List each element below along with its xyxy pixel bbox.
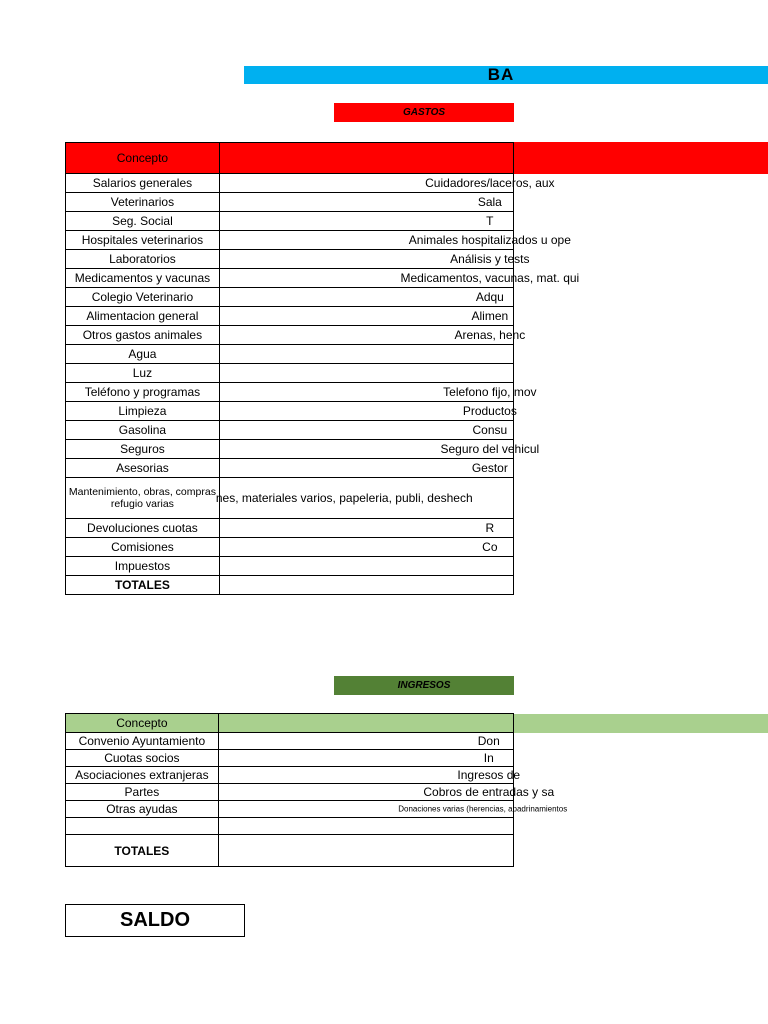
- ingresos-header-concepto: Concepto: [66, 714, 219, 733]
- descripcion-cell: [218, 733, 513, 750]
- table-row: [66, 459, 514, 478]
- descripcion-text: Alimen: [471, 309, 509, 323]
- concepto-cell: Limpieza: [66, 402, 220, 421]
- table-row: [66, 818, 514, 835]
- descripcion-cell: [218, 784, 555, 801]
- table-row: [66, 288, 514, 307]
- concepto-cell: Asesorias: [66, 459, 220, 478]
- gastos-header-row: [66, 143, 514, 174]
- descripcion-text: Co: [482, 540, 498, 554]
- concepto-cell: Salarios generales: [66, 174, 220, 193]
- table-row: [66, 193, 514, 212]
- descripcion-cell: [219, 174, 555, 193]
- concepto-cell: Seg. Social: [66, 212, 220, 231]
- descripcion-cell: [215, 478, 513, 519]
- table-row: [66, 231, 514, 250]
- descripcion-text: Consu: [472, 423, 508, 437]
- ingresos-header-descripcion: [218, 714, 513, 733]
- table-row: [66, 383, 514, 402]
- table-row: [66, 801, 514, 818]
- table-row: [66, 326, 514, 345]
- concepto-cell: Otras ayudas: [66, 801, 219, 818]
- gastos-totales-value: [219, 576, 513, 595]
- table-row: [66, 174, 514, 193]
- ingresos-totales-label: TOTALES: [66, 835, 219, 867]
- gastos-header-concepto: Concepto: [66, 143, 220, 174]
- ingresos-header-extension: [514, 714, 768, 733]
- table-row: [66, 440, 514, 459]
- gastos-totales-label: TOTALES: [66, 576, 220, 595]
- descripcion-cell: [218, 818, 513, 835]
- descripcion-cell: [219, 440, 540, 459]
- concepto-cell: Gasolina: [66, 421, 220, 440]
- descripcion-text: Animales hospitalizados u ope: [408, 233, 571, 247]
- table-row: [66, 767, 514, 784]
- gastos-table: [65, 142, 580, 595]
- concepto-cell: Luz: [66, 364, 220, 383]
- descripcion-cell: [219, 307, 513, 326]
- descripcion-cell: [219, 421, 513, 440]
- descripcion-text: Productos: [462, 404, 517, 418]
- descripcion-text: Cobros de entradas y sa: [423, 785, 555, 799]
- table-row: [66, 269, 514, 288]
- descripcion-text: Adqu: [475, 290, 504, 304]
- table-row: [66, 402, 514, 421]
- ingresos-banner: INGRESOS: [334, 676, 514, 695]
- ingresos-totales-row: [66, 835, 514, 867]
- table-row: [66, 212, 514, 231]
- concepto-cell: Comisiones: [66, 538, 220, 557]
- table-row: [66, 750, 514, 767]
- descripcion-text: R: [485, 521, 495, 535]
- gastos-banner: GASTOS: [334, 103, 514, 122]
- ingresos-header-row: [66, 714, 514, 733]
- concepto-cell: Cuotas socios: [66, 750, 219, 767]
- ingresos-table: [65, 713, 568, 867]
- table-row: [66, 538, 514, 557]
- descripcion-cell: [219, 288, 513, 307]
- descripcion-text: Sala: [477, 195, 502, 209]
- descripcion-cell: [218, 801, 568, 818]
- descripcion-cell: [218, 750, 513, 767]
- table-row: [66, 364, 514, 383]
- concepto-cell: Partes: [66, 784, 219, 801]
- concepto-cell: Veterinarios: [66, 193, 220, 212]
- descripcion-cell: [219, 557, 513, 576]
- descripcion-cell: [219, 402, 517, 421]
- concepto-cell: Mantenimiento, obras, compras refugio varias: [66, 478, 220, 519]
- descripcion-cell: [219, 231, 571, 250]
- descripcion-text: Telefono fijo, mov: [443, 385, 537, 399]
- descripcion-text: nes, materiales varios, papeleria, publi, deshech: [215, 491, 473, 505]
- table-row: [66, 519, 514, 538]
- concepto-cell: Agua: [66, 345, 220, 364]
- concepto-cell: [66, 818, 219, 835]
- concepto-cell: Seguros: [66, 440, 220, 459]
- table-row: [66, 345, 514, 364]
- table-row: [66, 250, 514, 269]
- descripcion-text: Gestor: [471, 461, 508, 475]
- concepto-cell: Colegio Veterinario: [66, 288, 220, 307]
- table-row: [66, 784, 514, 801]
- table-row: [66, 478, 514, 519]
- concepto-cell: Otros gastos animales: [66, 326, 220, 345]
- descripcion-text: In: [483, 751, 494, 765]
- table-row: [66, 557, 514, 576]
- descripcion-cell: [219, 383, 537, 402]
- descripcion-text: Donaciones varias (herencias, apadrinamientos: [398, 804, 568, 814]
- descripcion-text: T: [486, 214, 494, 228]
- descripcion-cell: [219, 459, 513, 478]
- descripcion-cell: [219, 345, 513, 364]
- concepto-cell: Devoluciones cuotas: [66, 519, 220, 538]
- descripcion-cell: [219, 269, 580, 288]
- descripcion-text: Cuidadores/laceros, aux: [425, 176, 555, 190]
- descripcion-text: Don: [477, 734, 500, 748]
- concepto-cell: Asociaciones extranjeras: [66, 767, 219, 784]
- sheet-title-bar: [244, 66, 768, 84]
- table-row: [66, 421, 514, 440]
- descripcion-cell: [219, 193, 513, 212]
- concepto-cell: Medicamentos y vacunas: [66, 269, 220, 288]
- descripcion-text: Análisis y tests: [450, 252, 530, 266]
- descripcion-text: Seguro del vehicul: [440, 442, 540, 456]
- descripcion-cell: [219, 326, 526, 345]
- descripcion-cell: [219, 212, 513, 231]
- sheet-title: BA: [487, 65, 515, 84]
- concepto-cell: Impuestos: [66, 557, 220, 576]
- table-row: [66, 307, 514, 326]
- descripcion-cell: [219, 250, 530, 269]
- descripcion-cell: [219, 519, 513, 538]
- concepto-cell: Alimentacion general: [66, 307, 220, 326]
- descripcion-text: Medicamentos, vacunas, mat. qui: [400, 271, 580, 285]
- ingresos-totales-value: [218, 835, 513, 867]
- table-row: [66, 733, 514, 750]
- descripcion-text: Ingresos de: [457, 768, 521, 782]
- descripcion-text: Arenas, henc: [454, 328, 526, 342]
- descripcion-cell: [218, 767, 521, 784]
- saldo-cell: SALDO: [65, 904, 245, 937]
- descripcion-cell: [219, 364, 513, 383]
- concepto-cell: Hospitales veterinarios: [66, 231, 220, 250]
- gastos-totales-row: [66, 576, 514, 595]
- concepto-cell: Convenio Ayuntamiento: [66, 733, 219, 750]
- concepto-cell: Teléfono y programas: [66, 383, 220, 402]
- concepto-cell: Laboratorios: [66, 250, 220, 269]
- descripcion-cell: [219, 538, 513, 557]
- gastos-header-extension: [514, 142, 768, 174]
- gastos-header-descripcion: [219, 143, 513, 174]
